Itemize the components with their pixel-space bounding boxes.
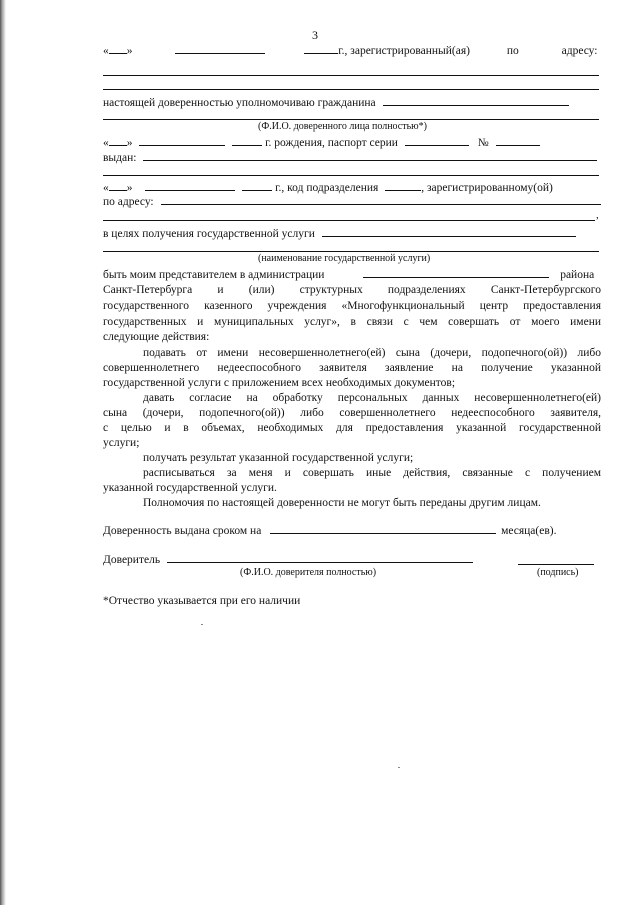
birth-passport-line: « » г. рождения, паспорт серии №: [103, 135, 601, 150]
issued-field-line[interactable]: [103, 175, 599, 176]
subdivision-code-line: « » г., код подразделения , зарегистрированному(ой): [103, 182, 553, 194]
address-field-line[interactable]: [103, 75, 599, 76]
caption-service-name: (наименование государственной услуги): [258, 253, 431, 264]
term-line: Доверенность выдана сроком на месяца(ев).: [103, 525, 557, 537]
purpose-line: в целях получения государственной услуги: [103, 226, 601, 241]
grantor-line: Доверитель: [103, 552, 601, 567]
scan-edge: [0, 0, 6, 905]
caption-trustee-fio: (Ф.И.О. доверенного лица полностью*): [258, 121, 427, 132]
body-line-5: следующие действия:: [103, 331, 210, 343]
issued-line: выдан:: [103, 150, 601, 165]
registration-line: « » г., зарегистрированный(ая) по адресу:: [103, 45, 598, 57]
action-2-line-1: давать согласие на обработку персональных данных несовершеннолетнего(ей): [143, 392, 601, 404]
body-line-4: государственных и муниципальных услуг», в связи с чем совершать от моего имени: [103, 316, 601, 328]
service-name-line[interactable]: [103, 251, 599, 252]
attorney-line: настоящей доверенностью уполномочиваю гражданина: [103, 95, 601, 110]
trustee-name-line[interactable]: [103, 119, 599, 120]
body-line-1: быть моим представителем в администрации района: [103, 269, 595, 281]
action-2-line-4: услуги;: [103, 437, 140, 449]
body-line-3: государственного казенного учреждения «Многофункциональный центр предоставления: [103, 300, 601, 312]
scan-speck: [398, 767, 400, 768]
action-3: получать результат указанной государственной услуги;: [143, 452, 414, 464]
comma: ,: [596, 209, 599, 221]
scan-speck: [201, 624, 203, 625]
caption-grantor-fio: (Ф.И.О. доверителя полностью): [240, 567, 377, 578]
body-line-2: Санкт-Петербурга и (или) структурных подразделениях Санкт-Петербургского: [103, 284, 601, 296]
footnote: *Отчество указывается при его наличии: [103, 595, 301, 607]
action-4-line-1: расписываться за меня и совершать иные действия, связанные с получением: [143, 467, 601, 479]
action-1-line-3: государственной услуги с приложением всех необходимых документов;: [103, 377, 456, 389]
no-transfer-clause: Полномочия по настоящей доверенности не могут быть переданы другим лицам.: [143, 497, 541, 509]
page-number: 3: [312, 28, 318, 42]
address-field-line-2[interactable]: [103, 89, 599, 90]
action-1-line-1: подавать от имени несовершеннолетнего(ей) сына (дочери, подопечного(ой)) либо: [143, 347, 601, 359]
registered-address-line: по адресу:: [103, 194, 601, 209]
action-2-line-3: с целью и в объемах, необходимых для предоставления указанной государственной: [103, 422, 601, 434]
caption-signature: (подпись): [537, 567, 579, 578]
action-2-line-2: сына (дочери, подопечного(ой)) либо совершеннолетнего недееспособного заявителя,: [103, 407, 601, 419]
action-4-line-2: указанной государственной услуги.: [103, 482, 277, 494]
signature-field-line[interactable]: [518, 564, 594, 565]
address-field-line-3[interactable]: [103, 220, 595, 221]
action-1-line-2: совершеннолетнего недееспособного заявителя заявление на получение указанной: [103, 362, 601, 374]
